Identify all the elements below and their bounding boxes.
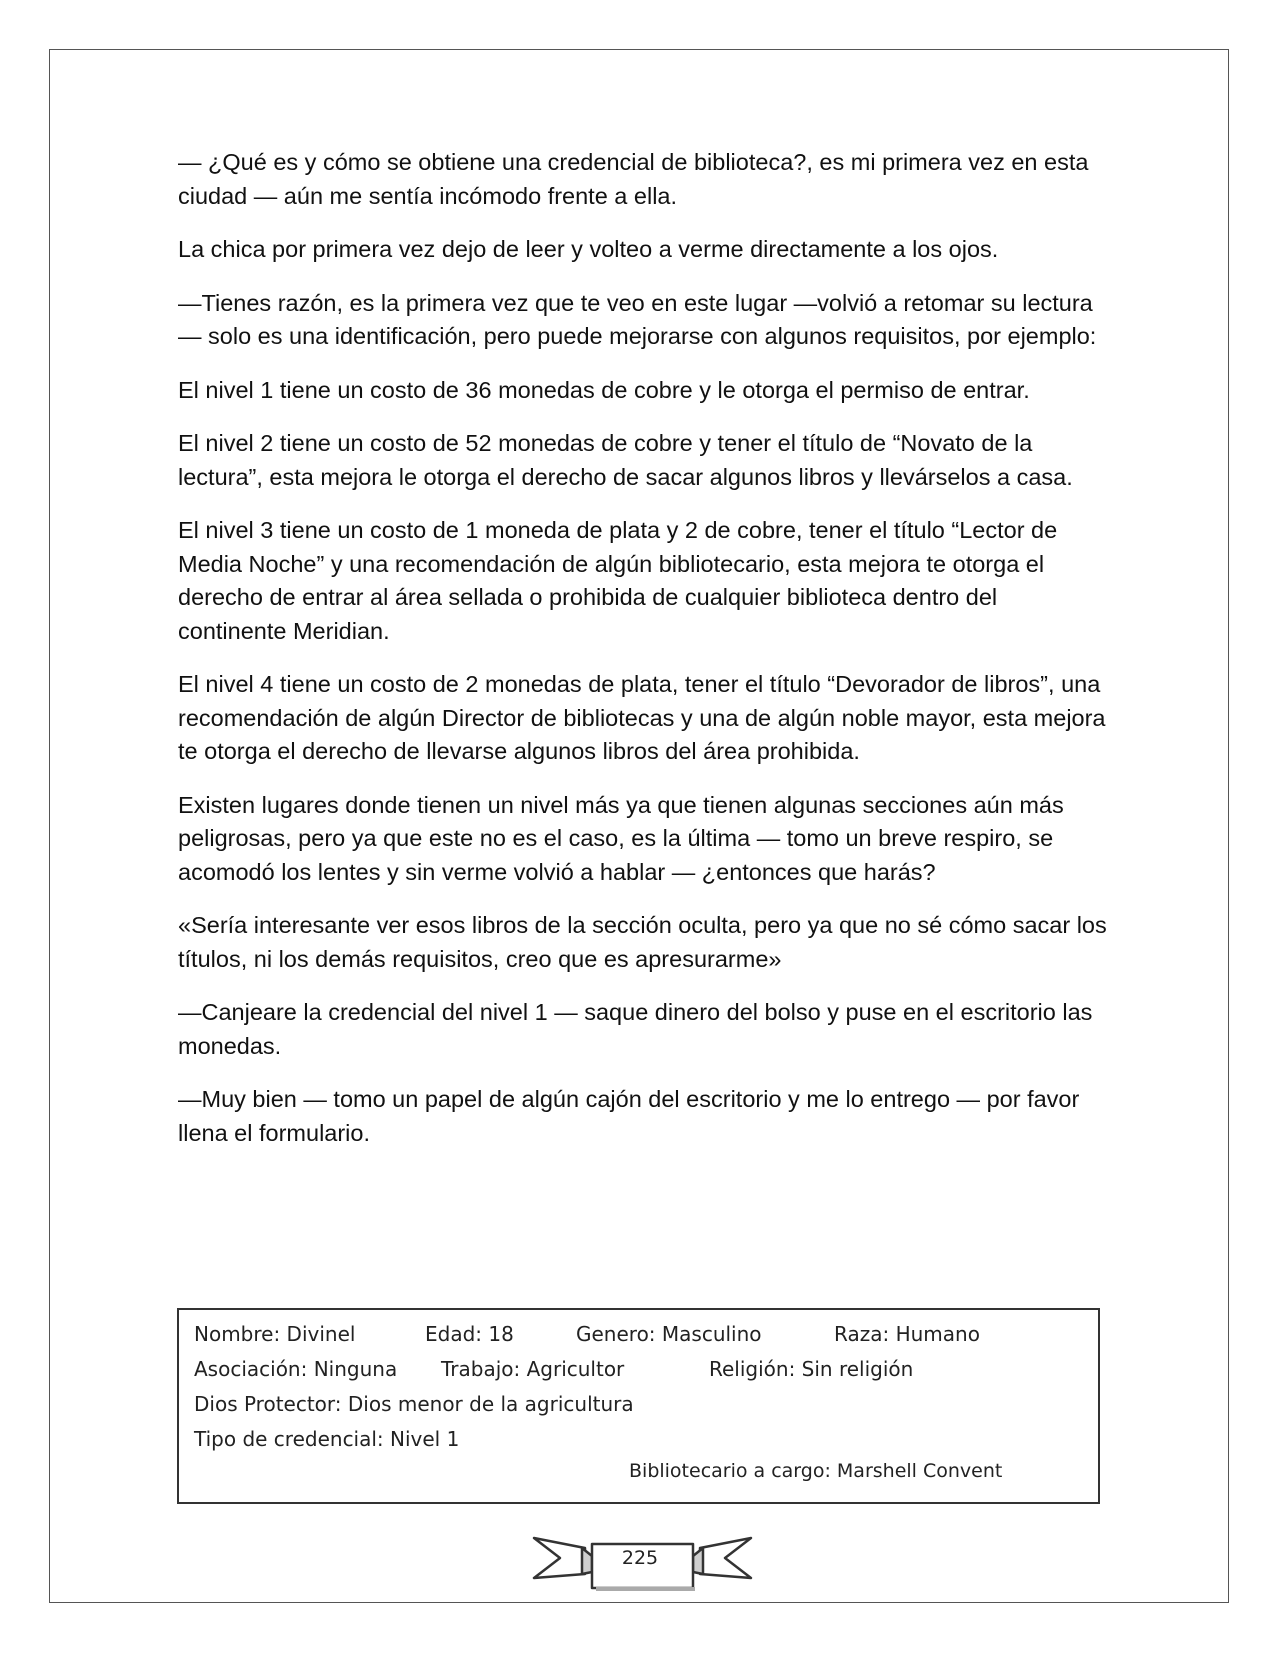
paragraph: El nivel 1 tiene un costo de 36 monedas de cobre y le otorga el permiso de entrar. <box>178 376 1030 403</box>
page-number: 225 <box>621 1547 659 1569</box>
paragraph: La chica por primera vez dejo de leer y volteo a verme directamente a los ojos. <box>178 236 999 262</box>
form-dios-protector: Dios Protector: Dios menor de la agricultura <box>194 1392 634 1416</box>
paragraph: El nivel 2 tiene un costo de 52 monedas de cobre y tener el título de “Novato de la lectura”, esta mejora le otorga el derecho de sacar algunos libros y llevárselos a casa. <box>178 430 1073 490</box>
paragraph: —Muy bien — tomo un papel de algún cajón del escritorio y me lo entrego — por favor llena el formulario. <box>178 1086 1080 1146</box>
form-edad: Edad: 18 <box>425 1322 514 1346</box>
paragraph: —Canjeare la credencial del nivel 1 — saque dinero del bolso y puse en el escritorio las monedas. <box>178 999 1093 1059</box>
form-genero: Genero: Masculino <box>576 1322 762 1346</box>
form-raza: Raza: Humano <box>834 1322 980 1346</box>
paragraph: Existen lugares donde tienen un nivel más ya que tienen algunas secciones aún más peligrosas, pero ya que este no es el caso, es la última — tomo un breve respiro, se acomodó los lentes y sin verme volvió a hablar — ¿entonces que harás? <box>178 791 1064 885</box>
credential-form <box>177 1308 1100 1504</box>
form-religion: Religión: Sin religión <box>709 1357 914 1381</box>
form-nombre: Nombre: Divinel <box>194 1322 356 1346</box>
paragraph: «Sería interesante ver esos libros de la sección oculta, pero ya que no sé cómo sacar los títulos, ni los demás requisitos, creo que es apresurarme» <box>178 912 1107 972</box>
paragraph: —Tienes razón, es la primera vez que te veo en este lugar —volvió a retomar su lectura — solo es una identificación, pero puede mejorarse con algunos requisitos, por ejemplo: <box>178 289 1097 349</box>
story-text <box>178 146 1108 1170</box>
form-asociacion: Asociación: Ninguna <box>194 1357 398 1381</box>
paragraph: El nivel 3 tiene un costo de 1 moneda de plata y 2 de cobre, tener el título “Lector de Media Noche” y una recomendación de algún bibliotecario, esta mejora te otorga el derecho de entrar al área sellada o prohibida de cualquier biblioteca dentro del continente Meridian. <box>178 517 1058 644</box>
form-tipo-credencial: Tipo de credencial: Nivel 1 <box>194 1427 460 1451</box>
paragraph: El nivel 4 tiene un costo de 2 monedas de plata, tener el título “Devorador de libros”, una recomendación de algún Director de bibliotecas y una de algún noble mayor, esta mejora te otorga el derecho de llevarse algunos libros del área prohibida. <box>178 671 1106 764</box>
paragraph: — ¿Qué es y cómo se obtiene una credencial de biblioteca?, es mi primera vez en esta ciudad — aún me sentía incómodo frente a ella. <box>178 149 1089 209</box>
form-bibliotecario: Bibliotecario a cargo: Marshell Convent <box>629 1460 1003 1482</box>
form-trabajo: Trabajo: Agricultor <box>441 1357 625 1381</box>
